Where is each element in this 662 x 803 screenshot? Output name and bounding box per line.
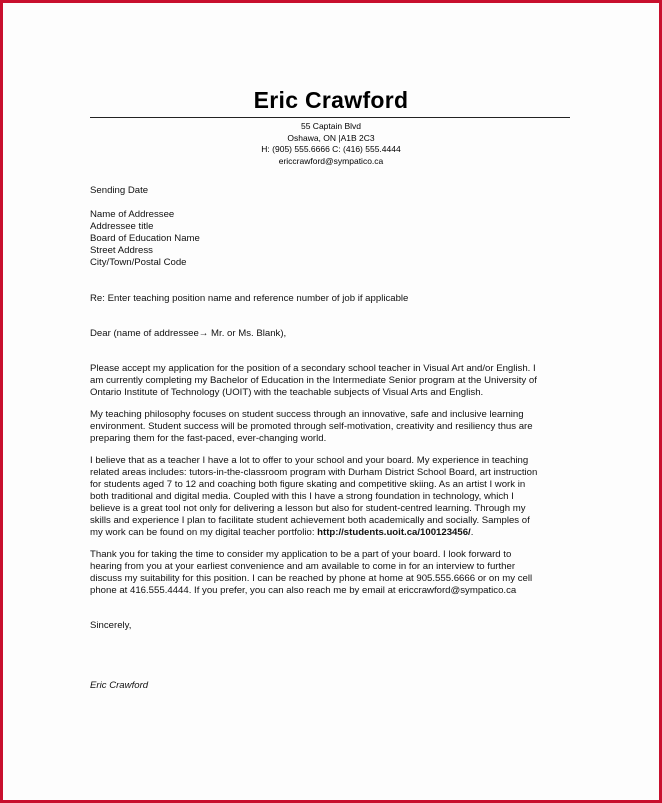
addressee-city: City/Town/Postal Code [90,257,187,268]
paragraph-line: Please accept my application for the position of a secondary school teacher in Visual Art and/or English. I [90,363,536,374]
header-rule [90,117,570,118]
portfolio-prefix: my work can be found on my digital teacher portfolio: [90,527,318,538]
paragraph-line: preparing them for the fast-paced, ever-changing world. [90,433,327,444]
sending-date: Sending Date [90,185,149,196]
paragraph-line: I believe that as a teacher I have a lot to offer to your school and your board. My experience in teaching [90,455,529,466]
closing: Sincerely, [90,620,132,631]
portfolio-link[interactable]: http://students.uoit.ca/100123456/ [317,527,471,538]
addressee-block [90,209,580,269]
addressee-title: Addressee title [90,221,154,232]
paragraph-line: believe is a great tool not only for delivering a lesson but also for student-centred learning. Through my [90,503,526,514]
paragraph-line: am currently completing my Bachelor of Education in the Intermediate Senior program at the University of [90,375,537,386]
paragraph-line: Ontario Institute of Technology (UOIT) with the teachable subjects of Visual Arts and English. [90,387,484,398]
salutation: Dear (name of addressee→ Mr. or Ms. Blank), [90,328,287,339]
paragraph-line: Thank you for taking the time to consider my application to be a part of your board. I look forward to [90,549,512,560]
paragraph-line: hearing from you at your earliest convenience and am available to come in for an interview to further [90,561,516,572]
phone-line: H: (905) 555.6666 C: (416) 555.4444 [261,144,401,154]
paragraph-3 [90,455,580,539]
addressee-name: Name of Addressee [90,209,175,220]
signature: Eric Crawford [90,680,149,691]
contact-block [0,121,662,167]
paragraph-2 [90,409,580,445]
city-line: Oshawa, ON |A1B 2C3 [287,132,375,143]
re-line: Re: Enter teaching position name and reference number of job if applicable [90,293,409,304]
portfolio-suffix: . [470,527,474,538]
applicant-name: Eric Crawford [253,87,409,113]
paragraph-line: discuss my suitability for this position. I can be reached by phone at home at 905.555.6666 or on my cell [90,573,533,584]
address-line: 55 Captain Blvd [300,121,361,131]
paragraph-line: related areas includes: tutors-in-the-classroom program with Durham District School Board, art instruction [90,467,538,478]
paragraph-line: for students aged 7 to 12 and coaching both figure skating and competitive skiing. As an artist I work in [90,479,526,490]
addressee-street: Street Address [90,245,153,256]
paragraph-line: My teaching philosophy focuses on student success through an innovative, safe and inclusive learning [90,409,524,420]
email-line: ericcrawford@sympatico.ca [278,155,384,166]
paragraph-4 [90,549,580,597]
paragraph-line-last [90,527,580,539]
paragraph-line: phone at 416.555.4444. If you prefer, you can also reach me by email at ericcrawford@sympatico.ca [90,585,517,596]
paragraph-line: environment. Student success will be promoted through self-motivation, creativity and resiliency thus are [90,421,533,432]
paragraph-line: both traditional and digital media. Coupled with this I have a strong foundation in technology, which I [90,491,514,502]
paragraph-line: skills and experience I plan to facilitate student achievement both academically and socially. Samples of [90,515,530,526]
addressee-org: Board of Education Name [90,233,200,244]
paragraph-1 [90,363,580,399]
